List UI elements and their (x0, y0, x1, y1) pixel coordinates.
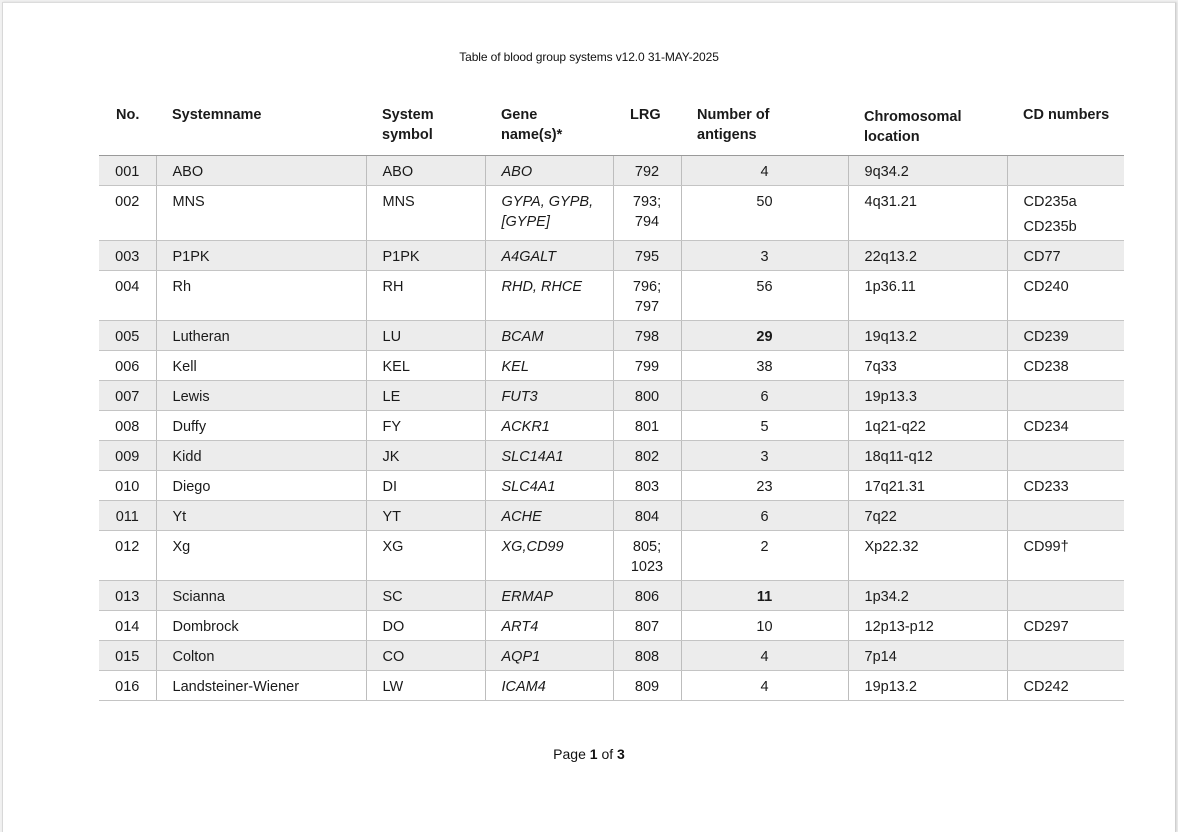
lrg-value: 803 (634, 479, 660, 495)
cell-gene-names: AQP1 (485, 641, 613, 671)
cd-value: CD77 (1023, 249, 1061, 265)
cell-chromosomal-location: 9q34.2 (848, 156, 1007, 186)
header-chromosomal-location: Chromosomal location (848, 103, 1007, 156)
cell-systemname: ABO (156, 156, 366, 186)
cell-gene-names: RHD, RHCE (485, 271, 613, 321)
cell-system-symbol: MNS (366, 186, 485, 241)
cell-systemname: MNS (156, 186, 366, 241)
table-row (99, 271, 1124, 321)
cell-systemname: Diego (156, 471, 366, 501)
cell-cd-numbers (1007, 471, 1124, 501)
cd-value: CD233 (1023, 479, 1069, 495)
cell-lrg (613, 241, 681, 271)
table-row (99, 471, 1124, 501)
cell-system-symbol: P1PK (366, 241, 485, 271)
cell-chromosomal-location: 4q31.21 (848, 186, 1007, 241)
cell-lrg (613, 321, 681, 351)
cell-gene-names: GYPA, GYPB, [GYPE] (485, 186, 613, 241)
cell-chromosomal-location: 19q13.2 (848, 321, 1007, 351)
cell-chromosomal-location: 17q21.31 (848, 471, 1007, 501)
lrg-value: 800 (634, 389, 660, 405)
lrg-value: 809 (634, 679, 660, 695)
cell-cd-numbers (1007, 641, 1124, 671)
cell-system-symbol: ABO (366, 156, 485, 186)
cell-lrg (613, 531, 681, 581)
cell-systemname: Colton (156, 641, 366, 671)
blood-group-table (99, 103, 1124, 701)
cell-system-symbol: DO (366, 611, 485, 641)
cell-systemname: Dombrock (156, 611, 366, 641)
cell-chromosomal-location: 1q21-q22 (848, 411, 1007, 441)
cell-cd-numbers (1007, 241, 1124, 271)
cd-value: CD242 (1023, 679, 1069, 695)
cell-systemname: Lutheran (156, 321, 366, 351)
cell-lrg (613, 351, 681, 381)
cell-lrg (613, 271, 681, 321)
table-row (99, 186, 1124, 241)
table-row (99, 611, 1124, 641)
cell-system-symbol: SC (366, 581, 485, 611)
cell-gene-names: XG,CD99 (485, 531, 613, 581)
header-systemname: Systemname (156, 103, 366, 156)
lrg-value: 1023 (630, 559, 664, 575)
cell-system-symbol: FY (366, 411, 485, 441)
lrg-value: 795 (634, 249, 660, 265)
cell-no: 007 (99, 381, 156, 411)
cell-systemname: Rh (156, 271, 366, 321)
cd-value: CD234 (1023, 419, 1069, 435)
cd-value: CD238 (1023, 359, 1069, 375)
table-row (99, 531, 1124, 581)
table-row (99, 441, 1124, 471)
cell-gene-names: BCAM (485, 321, 613, 351)
cell-no: 006 (99, 351, 156, 381)
cell-lrg (613, 411, 681, 441)
cell-no: 002 (99, 186, 156, 241)
cell-number-of-antigens: 4 (681, 671, 848, 701)
cell-no: 003 (99, 241, 156, 271)
table-header (99, 103, 1124, 156)
cell-gene-names: SLC4A1 (485, 471, 613, 501)
table-row (99, 411, 1124, 441)
cd-value: CD99† (1023, 539, 1069, 555)
header-number-of-antigens: Number of antigens (681, 103, 848, 156)
table-row (99, 321, 1124, 351)
cell-cd-numbers (1007, 321, 1124, 351)
cell-lrg (613, 381, 681, 411)
cell-lrg (613, 611, 681, 641)
lrg-value: 806 (634, 589, 660, 605)
lrg-value: 793; (632, 194, 662, 210)
document-title: Table of blood group systems v12.0 31-MAY-2025 (459, 50, 719, 64)
cell-systemname: Kell (156, 351, 366, 381)
cell-no: 001 (99, 156, 156, 186)
cell-gene-names: ACKR1 (485, 411, 613, 441)
table-row (99, 351, 1124, 381)
cell-gene-names: SLC14A1 (485, 441, 613, 471)
cell-gene-names: ACHE (485, 501, 613, 531)
total-page-count: 3 (617, 746, 625, 762)
table-row (99, 671, 1124, 701)
cell-chromosomal-location: 7q22 (848, 501, 1007, 531)
cell-number-of-antigens: 50 (681, 186, 848, 241)
cell-gene-names: A4GALT (485, 241, 613, 271)
cell-cd-numbers (1007, 611, 1124, 641)
cell-systemname: Kidd (156, 441, 366, 471)
table-row (99, 241, 1124, 271)
cell-gene-names: ART4 (485, 611, 613, 641)
header-lrg: LRG (613, 103, 681, 156)
cell-system-symbol: XG (366, 531, 485, 581)
cell-chromosomal-location: 22q13.2 (848, 241, 1007, 271)
cell-number-of-antigens: 5 (681, 411, 848, 441)
cell-systemname: Xg (156, 531, 366, 581)
table-row (99, 156, 1124, 186)
cell-no: 004 (99, 271, 156, 321)
current-page-number: 1 (589, 746, 598, 762)
header-gene-names: Gene name(s)* (485, 103, 613, 156)
cd-value: CD239 (1023, 329, 1069, 345)
cell-systemname: Yt (156, 501, 366, 531)
cell-cd-numbers (1007, 441, 1124, 471)
cell-number-of-antigens: 2 (681, 531, 848, 581)
lrg-value: 807 (634, 619, 660, 635)
cell-systemname: Scianna (156, 581, 366, 611)
cell-no: 016 (99, 671, 156, 701)
page-word: Page (553, 746, 586, 762)
cell-system-symbol: LE (366, 381, 485, 411)
cell-number-of-antigens: 10 (681, 611, 848, 641)
table-row (99, 381, 1124, 411)
lrg-value: 798 (634, 329, 660, 345)
cell-cd-numbers (1007, 271, 1124, 321)
cell-gene-names: ABO (485, 156, 613, 186)
cell-chromosomal-location: 1p36.11 (848, 271, 1007, 321)
cell-systemname: Landsteiner-Wiener (156, 671, 366, 701)
lrg-value: 796; (632, 279, 662, 295)
cell-no: 013 (99, 581, 156, 611)
lrg-value: 808 (634, 649, 660, 665)
cell-system-symbol: DI (366, 471, 485, 501)
cell-lrg (613, 156, 681, 186)
lrg-value: 799 (634, 359, 660, 375)
cell-number-of-antigens: 29 (681, 321, 848, 351)
cell-lrg (613, 441, 681, 471)
cell-chromosomal-location: 18q11-q12 (848, 441, 1007, 471)
table-row (99, 581, 1124, 611)
cell-no: 010 (99, 471, 156, 501)
lrg-value: 792 (634, 164, 660, 180)
cell-number-of-antigens: 3 (681, 441, 848, 471)
header-system-symbol: System symbol (366, 103, 485, 156)
table-row (99, 641, 1124, 671)
of-word: of (601, 746, 614, 762)
cell-number-of-antigens: 23 (681, 471, 848, 501)
cell-no: 011 (99, 501, 156, 531)
cd-value: CD297 (1023, 619, 1069, 635)
cell-lrg (613, 471, 681, 501)
cell-gene-names: ICAM4 (485, 671, 613, 701)
cell-systemname: Lewis (156, 381, 366, 411)
cell-gene-names: ERMAP (485, 581, 613, 611)
cell-number-of-antigens: 56 (681, 271, 848, 321)
cd-value: CD235a (1023, 194, 1077, 210)
page-footer (0, 746, 1178, 762)
cell-number-of-antigens: 3 (681, 241, 848, 271)
cell-system-symbol: KEL (366, 351, 485, 381)
cell-system-symbol: YT (366, 501, 485, 531)
cell-system-symbol: LW (366, 671, 485, 701)
cell-number-of-antigens: 11 (681, 581, 848, 611)
table-body (99, 156, 1124, 701)
cd-value: CD240 (1023, 279, 1069, 295)
cell-systemname: P1PK (156, 241, 366, 271)
cell-no: 008 (99, 411, 156, 441)
lrg-value: 797 (634, 299, 660, 315)
cell-lrg (613, 671, 681, 701)
cell-cd-numbers (1007, 156, 1124, 186)
cell-chromosomal-location: 19p13.3 (848, 381, 1007, 411)
cell-number-of-antigens: 6 (681, 501, 848, 531)
cell-no: 009 (99, 441, 156, 471)
lrg-value: 805; (632, 539, 662, 555)
cell-no: 012 (99, 531, 156, 581)
lrg-value: 801 (634, 419, 660, 435)
cell-chromosomal-location: 7p14 (848, 641, 1007, 671)
cell-number-of-antigens: 4 (681, 156, 848, 186)
cell-cd-numbers (1007, 186, 1124, 241)
cell-no: 014 (99, 611, 156, 641)
cell-system-symbol: CO (366, 641, 485, 671)
cd-value: CD235b (1023, 219, 1077, 235)
cell-cd-numbers (1007, 501, 1124, 531)
cell-chromosomal-location: 7q33 (848, 351, 1007, 381)
cell-lrg (613, 581, 681, 611)
lrg-value: 794 (634, 214, 660, 230)
cell-lrg (613, 641, 681, 671)
header-cd-numbers: CD numbers (1007, 103, 1124, 156)
cell-lrg (613, 186, 681, 241)
lrg-value: 802 (634, 449, 660, 465)
cell-system-symbol: RH (366, 271, 485, 321)
cell-cd-numbers (1007, 381, 1124, 411)
cell-chromosomal-location: 12p13-p12 (848, 611, 1007, 641)
cell-number-of-antigens: 6 (681, 381, 848, 411)
cell-cd-numbers (1007, 351, 1124, 381)
cell-no: 015 (99, 641, 156, 671)
cell-cd-numbers (1007, 581, 1124, 611)
cell-chromosomal-location: 1p34.2 (848, 581, 1007, 611)
cell-lrg (613, 501, 681, 531)
cell-cd-numbers (1007, 531, 1124, 581)
cell-number-of-antigens: 4 (681, 641, 848, 671)
cell-cd-numbers (1007, 411, 1124, 441)
cell-no: 005 (99, 321, 156, 351)
lrg-value: 804 (634, 509, 660, 525)
cell-system-symbol: LU (366, 321, 485, 351)
cell-systemname: Duffy (156, 411, 366, 441)
table-row (99, 501, 1124, 531)
cell-number-of-antigens: 38 (681, 351, 848, 381)
cell-gene-names: KEL (485, 351, 613, 381)
cell-chromosomal-location: 19p13.2 (848, 671, 1007, 701)
cell-chromosomal-location: Xp22.32 (848, 531, 1007, 581)
cell-gene-names: FUT3 (485, 381, 613, 411)
cell-system-symbol: JK (366, 441, 485, 471)
cell-cd-numbers (1007, 671, 1124, 701)
header-no: No. (99, 103, 156, 156)
